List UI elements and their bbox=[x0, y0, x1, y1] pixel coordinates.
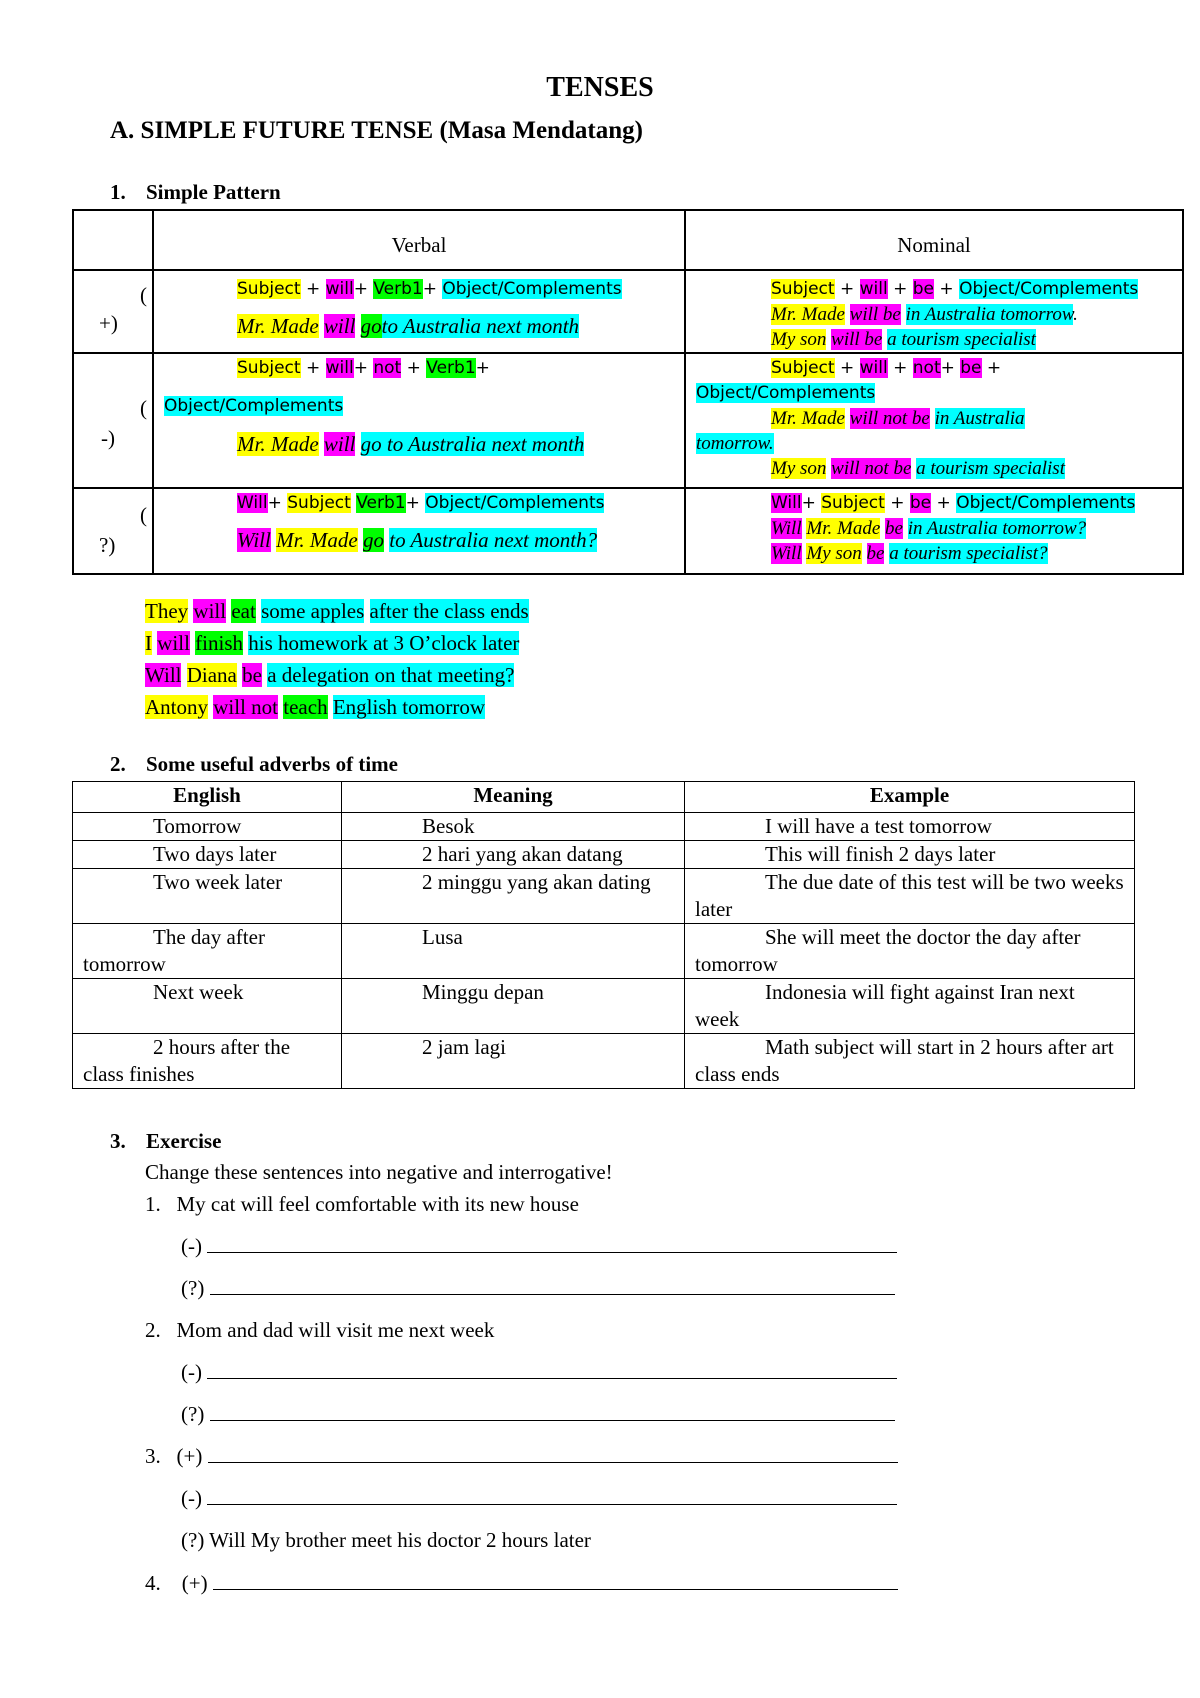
positive-row bbox=[73, 270, 1183, 353]
page-title: TENSES bbox=[546, 72, 654, 103]
interrogative-nominal: Will+ Subject + be + Object/Complements Will Mr. Made be in Australia tomorrow? Will My son be a tourism specialist? bbox=[685, 488, 1183, 574]
section-3-heading: 3. Exercise bbox=[110, 1129, 222, 1153]
positive-sign: ( +) bbox=[73, 270, 153, 353]
table-row: The day after tomorrow Lusa She will meet the doctor the day after tomorrow bbox=[73, 924, 1135, 979]
exercise-question-1: 1. My cat will feel comfortable with its new house bbox=[145, 1192, 579, 1216]
example-line: Antony will not teach English tomorrow bbox=[145, 695, 486, 719]
answer-line-q1-negative[interactable]: (-) bbox=[181, 1234, 897, 1259]
example-line: They will eat some apples after the class ends bbox=[145, 599, 529, 623]
positive-nominal: Subject + will + be + Object/Complements Mr. Made will be in Australia tomorrow. My son will be a tourism specialist bbox=[685, 270, 1183, 353]
example-line: Will Diana be a delegation on that meeting? bbox=[145, 663, 515, 687]
section-1-heading: 1. Simple Pattern bbox=[110, 180, 281, 204]
example-line: I will finish his homework at 3 O’clock later bbox=[145, 631, 520, 655]
table-row: Two days later 2 hari yang akan datang This will finish 2 days later bbox=[73, 841, 1135, 869]
highlighted-examples bbox=[145, 595, 529, 723]
exercise-question-4-positive[interactable]: 4. (+) bbox=[145, 1571, 898, 1596]
negative-row bbox=[73, 353, 1183, 488]
exercise-instruction: Change these sentences into negative and interrogative! bbox=[145, 1160, 613, 1184]
answer-line-q2-negative[interactable]: (-) bbox=[181, 1360, 897, 1385]
adverbs-header-row bbox=[73, 782, 1135, 813]
exercise-question-3-positive[interactable]: 3. (+) bbox=[145, 1444, 898, 1469]
answer-line-q2-interrogative[interactable]: (?) bbox=[181, 1402, 895, 1427]
table-row: Next week Minggu depan Indonesia will fight against Iran next week bbox=[73, 979, 1135, 1034]
exercise-question-2: 2. Mom and dad will visit me next week bbox=[145, 1318, 495, 1342]
section-2-heading: 2. Some useful adverbs of time bbox=[110, 752, 398, 776]
negative-verbal: Subject + will+ not + Verb1+ Object/Complements Mr. Made will go to Australia next month bbox=[153, 353, 685, 488]
simple-pattern-table bbox=[72, 209, 1184, 575]
col-nominal-header: Nominal bbox=[685, 210, 1183, 270]
table-row: Two week later 2 minggu yang akan dating The due date of this test will be two weeks later bbox=[73, 869, 1135, 924]
interrogative-sign: ( ?) bbox=[73, 488, 153, 574]
exercise-question-3-interrogative: (?) Will My brother meet his doctor 2 hours later bbox=[181, 1528, 591, 1552]
pattern-header-empty bbox=[73, 210, 153, 270]
interrogative-row bbox=[73, 488, 1183, 574]
interrogative-verbal: Will+ Subject Verb1+ Object/Complements Will Mr. Made go to Australia next month? bbox=[153, 488, 685, 574]
table-row: 2 hours after the class finishes 2 jam lagi Math subject will start in 2 hours after art class ends bbox=[73, 1034, 1135, 1089]
col-verbal-header: Verbal bbox=[153, 210, 685, 270]
table-row: Tomorrow Besok I will have a test tomorrow bbox=[73, 813, 1135, 841]
negative-nominal: Subject + will + not+ be + Object/Complements Mr. Made will not be in Australia tomorrow. My son will not be a tourism specialist bbox=[685, 353, 1183, 488]
negative-sign: ( -) bbox=[73, 353, 153, 488]
answer-line-q1-interrogative[interactable]: (?) bbox=[181, 1276, 895, 1301]
adverbs-table bbox=[72, 781, 1135, 1089]
positive-verbal: Subject + will+ Verb1+ Object/Complements Mr. Made will goto Australia next month bbox=[153, 270, 685, 353]
adverbs-col-english: English bbox=[73, 782, 342, 813]
answer-line-q3-negative[interactable]: (-) bbox=[181, 1486, 897, 1511]
section-a-heading: A. SIMPLE FUTURE TENSE (Masa Mendatang) bbox=[110, 117, 643, 144]
adverbs-col-meaning: Meaning bbox=[342, 782, 685, 813]
adverbs-col-example: Example bbox=[685, 782, 1135, 813]
